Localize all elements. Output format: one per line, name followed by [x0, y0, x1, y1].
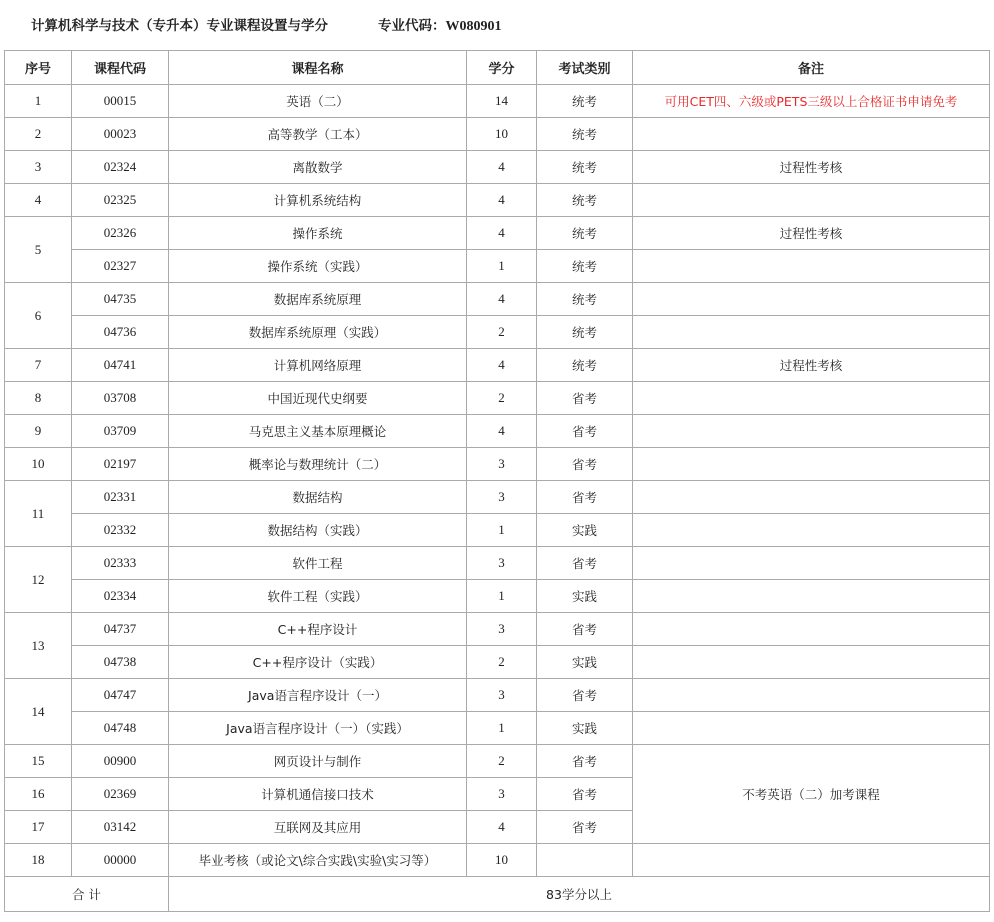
cell-note [633, 382, 990, 415]
table-row [5, 85, 990, 118]
cell-type: 省考 [537, 481, 633, 514]
cell-note [633, 514, 990, 547]
cell-seq: 15 [5, 745, 72, 778]
cell-note [633, 283, 990, 316]
cell-note [633, 415, 990, 448]
cell-type: 统考 [537, 184, 633, 217]
cell-name: Java语言程序设计（一） [169, 679, 467, 712]
table-row [5, 547, 990, 580]
cell-seq: 4 [5, 184, 72, 217]
cell-type: 实践 [537, 514, 633, 547]
cell-type: 实践 [537, 580, 633, 613]
cell-seq: 17 [5, 811, 72, 844]
cell-type [537, 844, 633, 877]
cell-type: 省考 [537, 547, 633, 580]
cell-code: 03142 [72, 811, 169, 844]
cell-credit: 1 [467, 514, 537, 547]
cell-name: 数据结构（实践） [169, 514, 467, 547]
cell-code: 00000 [72, 844, 169, 877]
cell-seq: 7 [5, 349, 72, 382]
cell-code: 00900 [72, 745, 169, 778]
cell-credit: 1 [467, 712, 537, 745]
cell-credit: 3 [467, 481, 537, 514]
table-row [5, 349, 990, 382]
cell-seq: 9 [5, 415, 72, 448]
cell-note: 过程性考核 [633, 151, 990, 184]
cell-credit: 3 [467, 679, 537, 712]
cell-credit: 1 [467, 250, 537, 283]
cell-type: 统考 [537, 250, 633, 283]
cell-type: 统考 [537, 349, 633, 382]
col-header-name: 课程名称 [169, 51, 467, 85]
cell-type: 统考 [537, 151, 633, 184]
cell-note [633, 481, 990, 514]
cell-code: 02197 [72, 448, 169, 481]
cell-type: 省考 [537, 415, 633, 448]
cell-type: 省考 [537, 778, 633, 811]
cell-credit: 2 [467, 646, 537, 679]
table-row [5, 745, 990, 778]
table-row [5, 481, 990, 514]
cell-seq: 1 [5, 85, 72, 118]
cell-seq: 11 [5, 481, 72, 547]
cell-note [633, 580, 990, 613]
course-table [4, 50, 990, 912]
cell-code: 00015 [72, 85, 169, 118]
cell-seq: 5 [5, 217, 72, 283]
cell-code: 02332 [72, 514, 169, 547]
page-header [31, 14, 502, 38]
cell-credit: 1 [467, 580, 537, 613]
cell-name: 计算机通信接口技术 [169, 778, 467, 811]
cell-note [633, 448, 990, 481]
col-header-seq: 序号 [5, 51, 72, 85]
cell-code: 02334 [72, 580, 169, 613]
table-header-row [5, 51, 990, 85]
cell-credit: 4 [467, 415, 537, 448]
cell-code: 04748 [72, 712, 169, 745]
col-header-note: 备注 [633, 51, 990, 85]
table-row [5, 217, 990, 250]
cell-seq: 18 [5, 844, 72, 877]
cell-name: C++程序设计（实践） [169, 646, 467, 679]
table-row [5, 283, 990, 316]
cell-credit: 2 [467, 745, 537, 778]
cell-note: 不考英语（二）加考课程 [633, 745, 990, 844]
col-header-type: 考试类别 [537, 51, 633, 85]
cell-note [633, 184, 990, 217]
total-value: 83学分以上 [169, 877, 990, 912]
cell-credit: 2 [467, 382, 537, 415]
cell-code: 02369 [72, 778, 169, 811]
cell-type: 统考 [537, 118, 633, 151]
cell-note: 过程性考核 [633, 217, 990, 250]
cell-credit: 4 [467, 151, 537, 184]
cell-name: 概率论与数理统计（二） [169, 448, 467, 481]
table-row [5, 844, 990, 877]
cell-note [633, 712, 990, 745]
cell-seq: 2 [5, 118, 72, 151]
cell-credit: 14 [467, 85, 537, 118]
cell-type: 省考 [537, 382, 633, 415]
table-row [5, 580, 990, 613]
cell-name: 互联网及其应用 [169, 811, 467, 844]
cell-name: 软件工程（实践） [169, 580, 467, 613]
cell-credit: 4 [467, 184, 537, 217]
major-code-label: 专业代码： [378, 18, 446, 34]
table-row [5, 382, 990, 415]
cell-code: 04747 [72, 679, 169, 712]
total-label: 合 计 [5, 877, 169, 912]
cell-type: 省考 [537, 745, 633, 778]
table-row [5, 646, 990, 679]
cell-name: 离散数学 [169, 151, 467, 184]
table-row [5, 679, 990, 712]
cell-type: 实践 [537, 712, 633, 745]
cell-code: 02331 [72, 481, 169, 514]
cell-type: 省考 [537, 679, 633, 712]
cell-name: 英语（二） [169, 85, 467, 118]
page-title: 计算机科学与技术（专升本）专业课程设置与学分 [31, 18, 328, 34]
cell-name: 网页设计与制作 [169, 745, 467, 778]
table-row [5, 316, 990, 349]
cell-code: 02326 [72, 217, 169, 250]
table-total-row [5, 877, 990, 912]
cell-code: 02324 [72, 151, 169, 184]
cell-name: 中国近现代史纲要 [169, 382, 467, 415]
cell-type: 统考 [537, 217, 633, 250]
cell-note [633, 679, 990, 712]
col-header-code: 课程代码 [72, 51, 169, 85]
cell-type: 省考 [537, 811, 633, 844]
cell-seq: 6 [5, 283, 72, 349]
cell-name: C++程序设计 [169, 613, 467, 646]
table-row [5, 250, 990, 283]
cell-note [633, 844, 990, 877]
cell-credit: 3 [467, 778, 537, 811]
cell-credit: 3 [467, 613, 537, 646]
cell-code: 02327 [72, 250, 169, 283]
cell-credit: 3 [467, 448, 537, 481]
table-row [5, 151, 990, 184]
cell-name: 计算机网络原理 [169, 349, 467, 382]
cell-type: 省考 [537, 448, 633, 481]
cell-code: 04741 [72, 349, 169, 382]
cell-name: 数据库系统原理 [169, 283, 467, 316]
table-row [5, 118, 990, 151]
cell-name: 数据结构 [169, 481, 467, 514]
table-row [5, 448, 990, 481]
table-row [5, 415, 990, 448]
cell-credit: 4 [467, 811, 537, 844]
cell-seq: 8 [5, 382, 72, 415]
cell-code: 02325 [72, 184, 169, 217]
cell-type: 统考 [537, 316, 633, 349]
cell-credit: 4 [467, 349, 537, 382]
cell-note [633, 118, 990, 151]
cell-note [633, 316, 990, 349]
cell-code: 03709 [72, 415, 169, 448]
table-row [5, 184, 990, 217]
cell-name: 操作系统（实践） [169, 250, 467, 283]
cell-seq: 14 [5, 679, 72, 745]
cell-name: 操作系统 [169, 217, 467, 250]
cell-code: 04738 [72, 646, 169, 679]
cell-note [633, 613, 990, 646]
cell-credit: 4 [467, 283, 537, 316]
cell-type: 统考 [537, 85, 633, 118]
cell-name: Java语言程序设计（一）（实践） [169, 712, 467, 745]
table-row [5, 514, 990, 547]
cell-note: 过程性考核 [633, 349, 990, 382]
cell-credit: 2 [467, 316, 537, 349]
cell-credit: 10 [467, 118, 537, 151]
cell-seq: 3 [5, 151, 72, 184]
table-row [5, 613, 990, 646]
cell-name: 马克思主义基本原理概论 [169, 415, 467, 448]
cell-seq: 13 [5, 613, 72, 679]
cell-code: 03708 [72, 382, 169, 415]
cell-name: 毕业考核（或论文\综合实践\实验\实习等） [169, 844, 467, 877]
cell-credit: 10 [467, 844, 537, 877]
cell-note [633, 250, 990, 283]
cell-note: 可用CET四、六级或PETS三级以上合格证书申请免考 [633, 85, 990, 118]
table-row [5, 712, 990, 745]
cell-type: 省考 [537, 613, 633, 646]
cell-note [633, 547, 990, 580]
cell-code: 04737 [72, 613, 169, 646]
major-code-value: W080901 [445, 19, 502, 34]
cell-type: 实践 [537, 646, 633, 679]
cell-code: 04735 [72, 283, 169, 316]
cell-seq: 16 [5, 778, 72, 811]
cell-seq: 10 [5, 448, 72, 481]
cell-code: 02333 [72, 547, 169, 580]
cell-name: 软件工程 [169, 547, 467, 580]
cell-seq: 12 [5, 547, 72, 613]
cell-credit: 4 [467, 217, 537, 250]
cell-note [633, 646, 990, 679]
cell-name: 数据库系统原理（实践） [169, 316, 467, 349]
col-header-credit: 学分 [467, 51, 537, 85]
cell-type: 统考 [537, 283, 633, 316]
cell-credit: 3 [467, 547, 537, 580]
cell-code: 04736 [72, 316, 169, 349]
cell-name: 高等教学（工本） [169, 118, 467, 151]
cell-name: 计算机系统结构 [169, 184, 467, 217]
cell-code: 00023 [72, 118, 169, 151]
